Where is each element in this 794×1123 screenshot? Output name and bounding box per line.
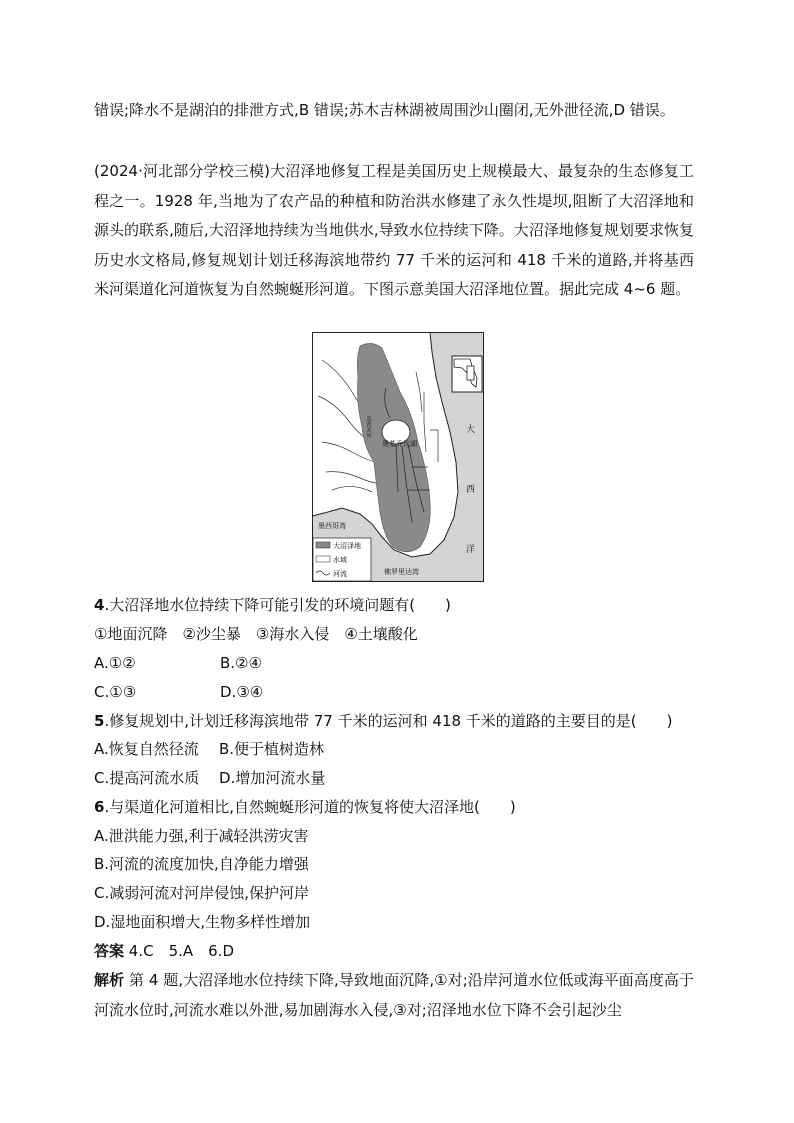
analysis-label: 解析 xyxy=(94,971,125,989)
map-label-atlantic-3: 洋 xyxy=(466,545,476,555)
question-passage: (2024·河北部分学校三模)大沼泽地修复工程是美国历史上规模最大、最复杂的生态修复工程之一。1928 年,当地为了农产品的种植和防治洪水修建了永久性堤坝,阻断了大沼泽地和源头的联系,随后,大沼泽地持续为当地供水,导致水位持续下降。大沼泽地修复规划要求恢复历史水文格局,修复规划计划迁移海滨地带约 77 千米的运河和 418 千米的道路,并将基西米河渠道化河道恢复为自然蜿蜒形河道。下图示意美国大沼泽地位置。据此完成 4~6 题。 xyxy=(94,162,694,298)
map-legend xyxy=(313,538,371,581)
analysis-text: 第 4 题,大沼泽地水位持续下降,导致地面沉降,①对;沿岸河道水位低或海平面高度高于河流水位时,河流水难以外泄,易加剧海水入侵,③对;沼泽地水位下降不会引起沙尘 xyxy=(94,971,694,1019)
map-label-river: 基西米河 xyxy=(365,416,371,438)
answer-line xyxy=(94,940,714,962)
answer-text: 4.C 5.A 6.D xyxy=(124,942,235,960)
question-4-stem xyxy=(94,594,714,616)
question-5-option-c[interactable]: C.提高河流水质 xyxy=(94,769,200,787)
question-6-stem xyxy=(94,796,714,818)
question-4-option-c[interactable]: C.①③ xyxy=(94,683,137,701)
map-label-lake: 奥基乔比湖 xyxy=(382,440,417,448)
map-label-strait: 佛罗里达湾 xyxy=(384,568,419,576)
analysis-paragraph xyxy=(94,966,694,1025)
question-4-number: 4 xyxy=(94,596,105,614)
question-4-items: ①地面沉降 ②沙尘暴 ③海水入侵 ④土壤酸化 xyxy=(94,625,418,643)
question-4-text: .大沼泽地水位持续下降可能引发的环境问题有( ) xyxy=(104,596,451,614)
question-5-number: 5 xyxy=(94,712,105,730)
question-4-option-a[interactable]: A.①② xyxy=(94,654,136,672)
everglades-map xyxy=(312,332,484,582)
question-4-option-b[interactable]: B.②④ xyxy=(220,654,262,672)
question-6-text: .与渠道化河道相比,自然蜿蜒形河道的恢复将使大沼泽地( ) xyxy=(104,798,516,816)
map-label-atlantic-1: 大 xyxy=(466,425,476,435)
legend-swatch-marsh xyxy=(316,542,330,548)
question-6-number: 6 xyxy=(94,798,105,816)
map-label-gulf: 墨西哥湾 xyxy=(318,522,346,530)
question-5-option-a[interactable]: A.恢复自然径流 xyxy=(94,740,199,758)
map-label-atlantic-2: 西 xyxy=(466,485,476,495)
legend-label-river: 河流 xyxy=(333,570,347,578)
intro-paragraph: 错误;降水不是湖泊的排泄方式,B 错误;苏木吉林湖被周围沙山圈闭,无外泄径流,D 错误。 xyxy=(94,101,675,119)
question-5-stem xyxy=(94,710,714,732)
question-6-option-b[interactable]: B.河流的流度加快,自净能力增强 xyxy=(94,855,309,873)
legend-label-water: 水域 xyxy=(333,556,347,564)
answer-label: 答案 xyxy=(94,942,125,960)
question-6-option-a[interactable]: A.泄洪能力强,利于减轻洪涝灾害 xyxy=(94,827,309,845)
map-figure xyxy=(312,332,484,582)
question-6-option-c[interactable]: C.减弱河流对河岸侵蚀,保护河岸 xyxy=(94,884,310,902)
legend-label-marsh: 大沼泽地 xyxy=(333,542,361,550)
question-5-text: .修复规划中,计划迁移海滨地带 77 千米的运河和 418 千米的道路的主要目的是( ) xyxy=(104,712,673,730)
legend-swatch-water xyxy=(316,556,330,562)
question-5-option-b[interactable]: B.便于植树造林 xyxy=(219,740,325,758)
question-5-option-d[interactable]: D.增加河流水量 xyxy=(219,769,326,787)
question-6-option-d[interactable]: D.湿地面积增大,生物多样性增加 xyxy=(94,913,311,931)
inset-locator xyxy=(467,366,474,380)
question-4-option-d[interactable]: D.③④ xyxy=(220,683,264,701)
